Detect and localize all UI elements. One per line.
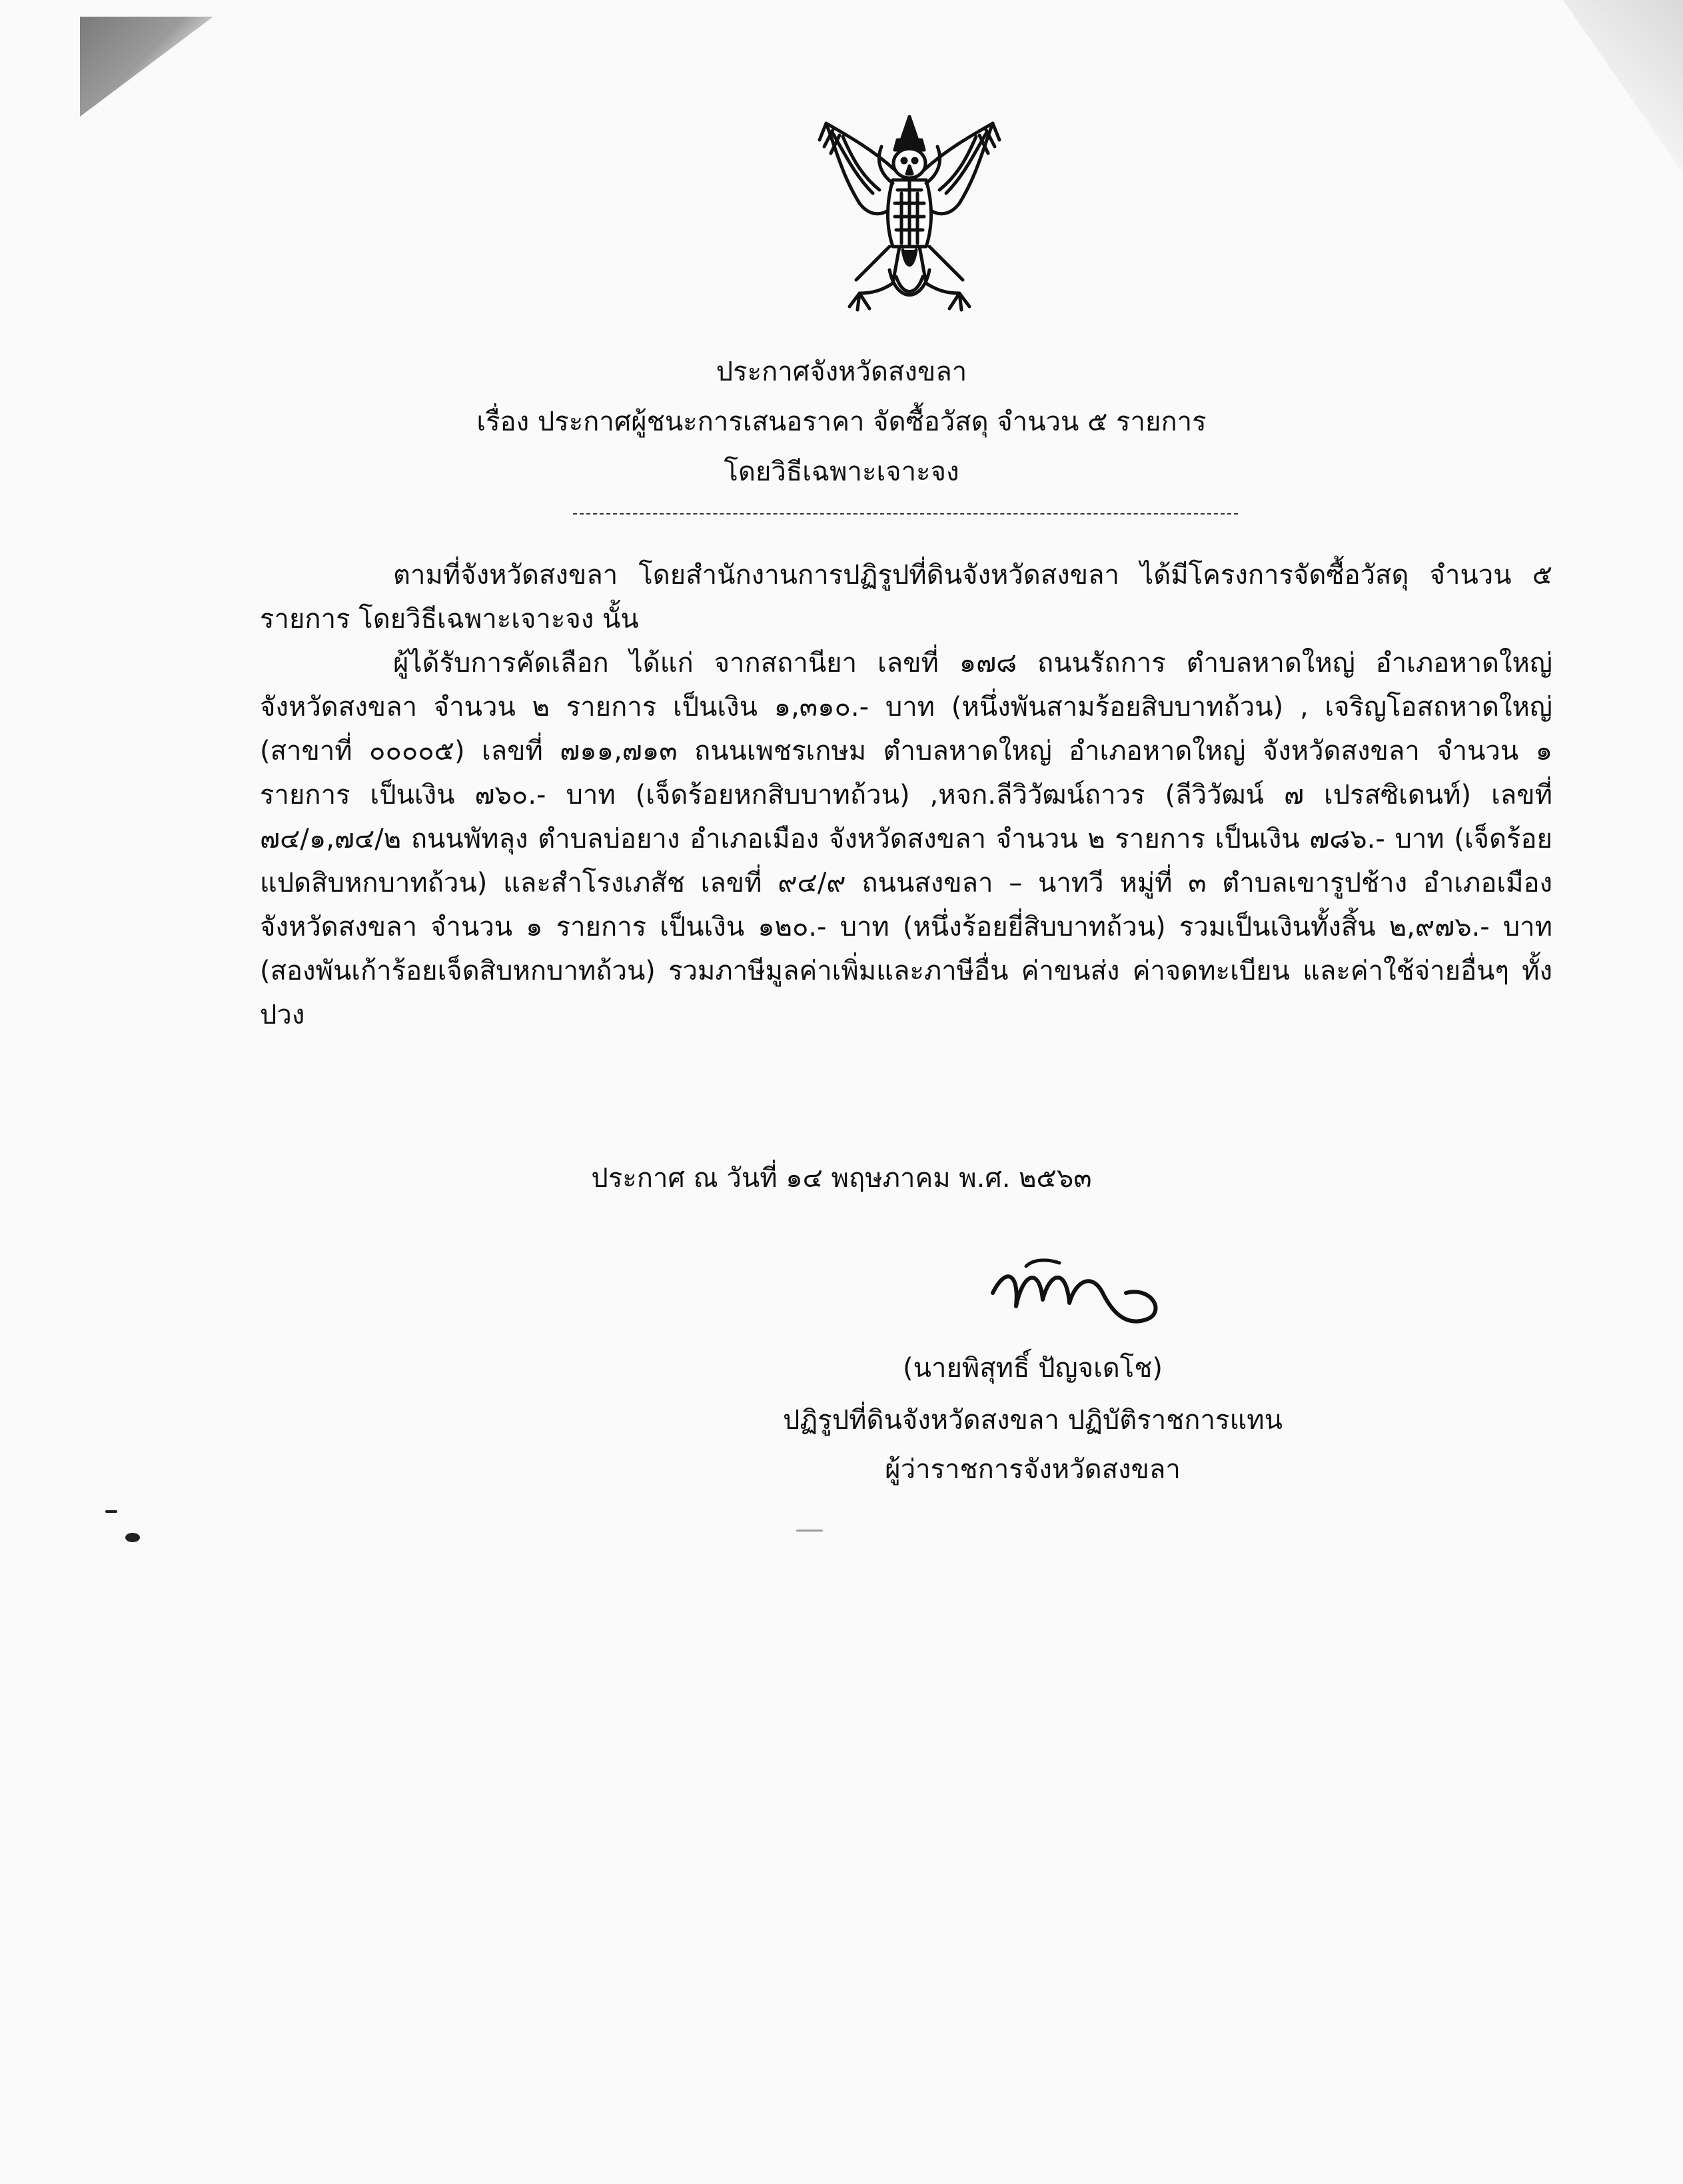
announcement-date: ประกาศ ณ วันที่ ๑๔ พฤษภาคม พ.ศ. ๒๕๖๓ — [591, 1163, 1092, 1194]
signatory-title: ผู้ว่าราชการจังหวัดสงขลา — [885, 1454, 1181, 1485]
signatory-name: (นายพิสุทธิ์ ปัญจเดโช) — [903, 1353, 1163, 1384]
scan-speck — [125, 1533, 140, 1542]
body-paragraph-intro: ตามที่จังหวัดสงขลา โดยสำนักงานการปฏิรูปที่ดินจังหวัดสงขลา ได้มีโครงการจัดซื้อวัสดุ จำนวน ๕ รายการ โดยวิธีเฉพาะเจาะจง นั้น — [260, 560, 1552, 634]
scan-speck — [796, 1530, 823, 1532]
handwritten-signature-icon — [986, 1253, 1186, 1353]
scan-shadow-edge — [1563, 0, 1683, 173]
signatory-position: ปฏิรูปที่ดินจังหวัดสงขลา ปฏิบัติราชการแทน — [783, 1405, 1283, 1436]
announcement-org-title: ประกาศจังหวัดสงขลา — [716, 357, 967, 387]
header-divider — [573, 513, 1238, 515]
announcement-subject: เรื่อง ประกาศผู้ชนะการเสนอราคา จัดซื้อวัสดุ จำนวน ๕ รายการ — [476, 407, 1207, 437]
garuda-emblem-icon — [810, 110, 1009, 323]
scan-speck — [105, 1510, 117, 1513]
scan-shadow-corner — [80, 17, 213, 117]
body-paragraph-winners: ผู้ได้รับการคัดเลือก ได้แก่ จากสถานียา เลขที่ ๑๗๘ ถนนรัถการ ตำบลหาดใหญ่ อำเภอหาดใหญ่ จังหวัดสงขลา จำนวน ๒ รายการ เป็นเงิน ๑,๓๑๐.- บาท (หนึ่งพันสามร้อยสิบบาทถ้วน) , เจริญโอสถหาดใหญ่ (สาขาที่ ๐๐๐๐๕) เลขที่ ๗๑๑,๗๑๓ ถนนเพชรเกษม ตำบลหาดใหญ่ อำเภอหาดใหญ่ จังหวัดสงขลา จำนวน ๑ รายการ เป็นเงิน ๗๖๐.- บาท (เจ็ดร้อยหกสิบบาทถ้วน) ,หจก.ลีวิวัฒน์ถาวร (ลีวิวัฒน์ ๗ เปรสซิเดนท์) เลขที่ ๗๔/๑,๗๔/๒ ถนนพัทลุง ตำบลบ่อยาง อำเภอเมือง จังหวัดสงขลา จำนวน ๒ รายการ เป็นเงิน ๗๘๖.- บาท (เจ็ดร้อยแปดสิบหกบาทถ้วน) และสำโรงเภสัช เลขที่ ๙๔/๙ ถนนสงขลา – นาทวี หมู่ที่ ๓ ตำบลเขารูปช้าง อำเภอเมือง จังหวัดสงขลา จำนวน ๑ รายการ เป็นเงิน ๑๒๐.- บาท (หนึ่งร้อยยี่สิบบาทถ้วน) รวมเป็นเงินทั้งสิ้น ๒,๙๗๖.- บาท (สองพันเก้าร้อยเจ็ดสิบหกบาทถ้วน) รวมภาษีมูลค่าเพิ่มและภาษีอื่น ค่าขนส่ง ค่าจดทะเบียน และค่าใช้จ่ายอื่นๆ ทั้งปวง — [260, 648, 1552, 1030]
procurement-method: โดยวิธีเฉพาะเจาะจง — [724, 457, 959, 487]
